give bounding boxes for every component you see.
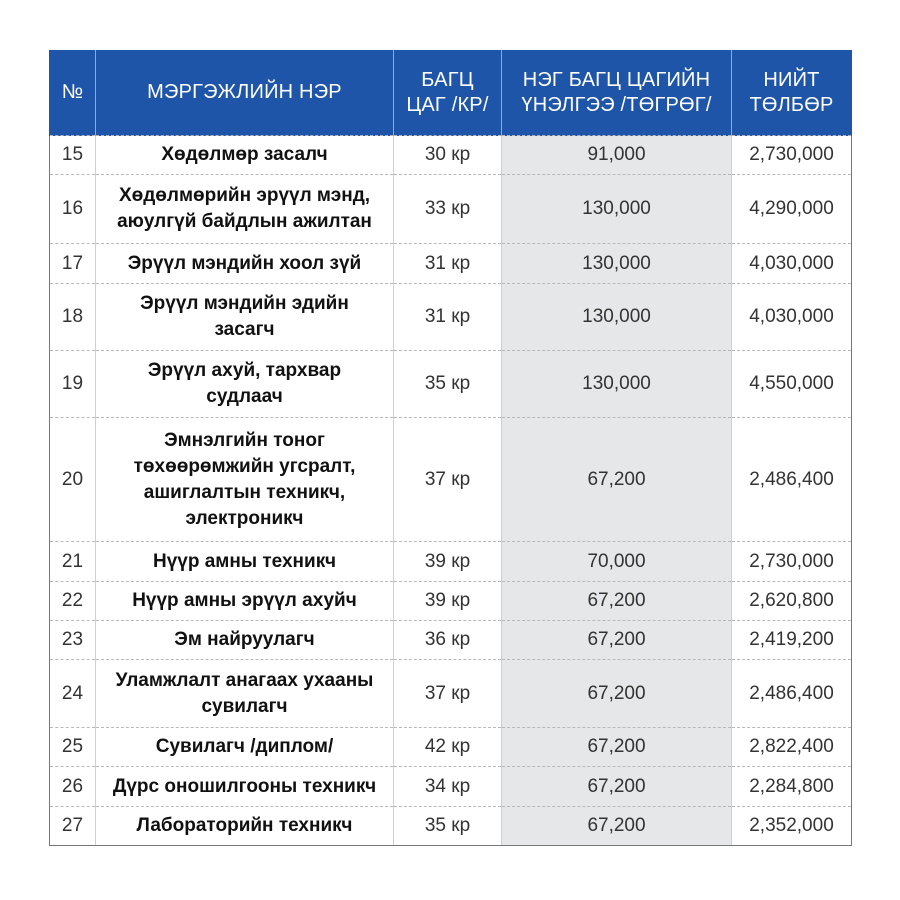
credit-hours: 31 кр xyxy=(394,244,502,284)
profession-name xyxy=(96,660,394,728)
credit-hours: 31 кр xyxy=(394,284,502,351)
row-number: 15 xyxy=(50,136,96,175)
row-number: 17 xyxy=(50,244,96,284)
credit-hours: 36 кр xyxy=(394,621,502,660)
tuition-fee-table xyxy=(49,50,852,846)
header-number: № xyxy=(50,50,96,136)
profession-name xyxy=(96,728,394,767)
credit-hours: 30 кр xyxy=(394,136,502,175)
credit-hours: 39 кр xyxy=(394,582,502,621)
credit-hours: 33 кр xyxy=(394,175,502,244)
credit-rate: 91,000 xyxy=(502,136,732,175)
profession-name xyxy=(96,767,394,807)
credit-rate: 67,200 xyxy=(502,621,732,660)
credit-rate: 67,200 xyxy=(502,728,732,767)
profession-name-line: судлаач xyxy=(206,386,283,407)
header-credit-rate: НЭГ БАГЦ ЦАГИЙН ҮНЭЛГЭЭ /ТӨГРӨГ/ xyxy=(502,50,732,136)
profession-name-line: төхөөрөмжийн угсралт, xyxy=(133,455,356,477)
credit-rate: 130,000 xyxy=(502,284,732,351)
table-row xyxy=(50,767,852,807)
credit-rate: 67,200 xyxy=(502,582,732,621)
total-fee: 2,352,000 xyxy=(732,807,852,846)
total-fee: 4,030,000 xyxy=(732,244,852,284)
table-row xyxy=(50,175,852,244)
row-number: 23 xyxy=(50,621,96,660)
profession-name-line: Дүрс оношилгооны техникч xyxy=(112,775,377,797)
credit-rate: 67,200 xyxy=(502,767,732,807)
table-row xyxy=(50,728,852,767)
credit-hours: 37 кр xyxy=(394,418,502,542)
profession-name-line: Эрүүл мэндийн эдийн xyxy=(140,293,349,314)
table-row xyxy=(50,418,852,542)
table-row xyxy=(50,582,852,621)
total-fee: 2,486,400 xyxy=(732,660,852,728)
profession-name xyxy=(96,284,394,351)
row-number: 26 xyxy=(50,767,96,807)
table-body xyxy=(50,136,852,846)
credit-rate: 130,000 xyxy=(502,351,732,418)
profession-name-line: сувилагч xyxy=(201,695,288,717)
credit-hours: 42 кр xyxy=(394,728,502,767)
total-fee: 2,486,400 xyxy=(732,418,852,542)
table-row xyxy=(50,660,852,728)
profession-name-line: Эмнэлгийн тоног xyxy=(164,429,325,451)
row-number: 19 xyxy=(50,351,96,418)
profession-name xyxy=(96,621,394,660)
row-number: 22 xyxy=(50,582,96,621)
table-row xyxy=(50,136,852,175)
profession-name-line: Эрүүл ахуй, тархвар xyxy=(147,360,342,381)
profession-name xyxy=(96,351,394,418)
row-number: 21 xyxy=(50,542,96,582)
profession-name-line: Лабораторийн техникч xyxy=(136,815,353,836)
credit-rate: 67,200 xyxy=(502,660,732,728)
profession-name xyxy=(96,136,394,175)
table-row xyxy=(50,244,852,284)
profession-name xyxy=(96,582,394,621)
profession-name-line: Хөдөлмөрийн эрүүл мэнд, xyxy=(118,185,371,206)
profession-name-line: Сувилагч /диплом/ xyxy=(155,736,334,757)
total-fee: 2,730,000 xyxy=(732,542,852,582)
profession-name-line: электроникч xyxy=(185,507,304,529)
profession-name-line: ашиглалтын техникч, xyxy=(143,481,346,503)
profession-name-line: засагч xyxy=(214,319,275,340)
table-row xyxy=(50,351,852,418)
row-number: 16 xyxy=(50,175,96,244)
credit-rate: 67,200 xyxy=(502,807,732,846)
profession-name xyxy=(96,175,394,244)
credit-rate: 67,200 xyxy=(502,418,732,542)
credit-hours: 35 кр xyxy=(394,807,502,846)
credit-hours: 39 кр xyxy=(394,542,502,582)
row-number: 18 xyxy=(50,284,96,351)
table-row xyxy=(50,621,852,660)
row-number: 20 xyxy=(50,418,96,542)
total-fee: 2,284,800 xyxy=(732,767,852,807)
profession-name xyxy=(96,807,394,846)
profession-name-line: Хөдөлмөр засалч xyxy=(161,144,328,165)
profession-name-line: Уламжлалт анагаах ухааны xyxy=(115,669,374,691)
credit-rate: 70,000 xyxy=(502,542,732,582)
row-number: 24 xyxy=(50,660,96,728)
total-fee: 2,730,000 xyxy=(732,136,852,175)
total-fee: 4,290,000 xyxy=(732,175,852,244)
credit-rate: 130,000 xyxy=(502,244,732,284)
profession-name-line: Нүүр амны техникч xyxy=(153,550,336,572)
total-fee: 2,419,200 xyxy=(732,621,852,660)
table-row xyxy=(50,807,852,846)
header-profession-name: МЭРГЭЖЛИЙН НЭР xyxy=(96,50,394,136)
profession-name xyxy=(96,418,394,542)
table-header xyxy=(50,50,852,136)
header-total-fee: НИЙТ ТӨЛБӨР xyxy=(732,50,852,136)
total-fee: 4,550,000 xyxy=(732,351,852,418)
profession-name xyxy=(96,244,394,284)
credit-hours: 35 кр xyxy=(394,351,502,418)
profession-name-line: аюулгүй байдлын ажилтан xyxy=(117,211,372,232)
table-row xyxy=(50,542,852,582)
header-credit-hours: БАГЦ ЦАГ /КР/ xyxy=(394,50,502,136)
total-fee: 2,822,400 xyxy=(732,728,852,767)
credit-hours: 37 кр xyxy=(394,660,502,728)
total-fee: 2,620,800 xyxy=(732,582,852,621)
total-fee: 4,030,000 xyxy=(732,284,852,351)
credit-rate: 130,000 xyxy=(502,175,732,244)
profession-name-line: Нүүр амны эрүүл ахуйч xyxy=(132,590,357,611)
profession-name-line: Эм найруулагч xyxy=(174,629,315,650)
table-row xyxy=(50,284,852,351)
profession-name xyxy=(96,542,394,582)
profession-name-line: Эрүүл мэндийн хоол зүй xyxy=(127,252,362,274)
row-number: 25 xyxy=(50,728,96,767)
row-number: 27 xyxy=(50,807,96,846)
credit-hours: 34 кр xyxy=(394,767,502,807)
